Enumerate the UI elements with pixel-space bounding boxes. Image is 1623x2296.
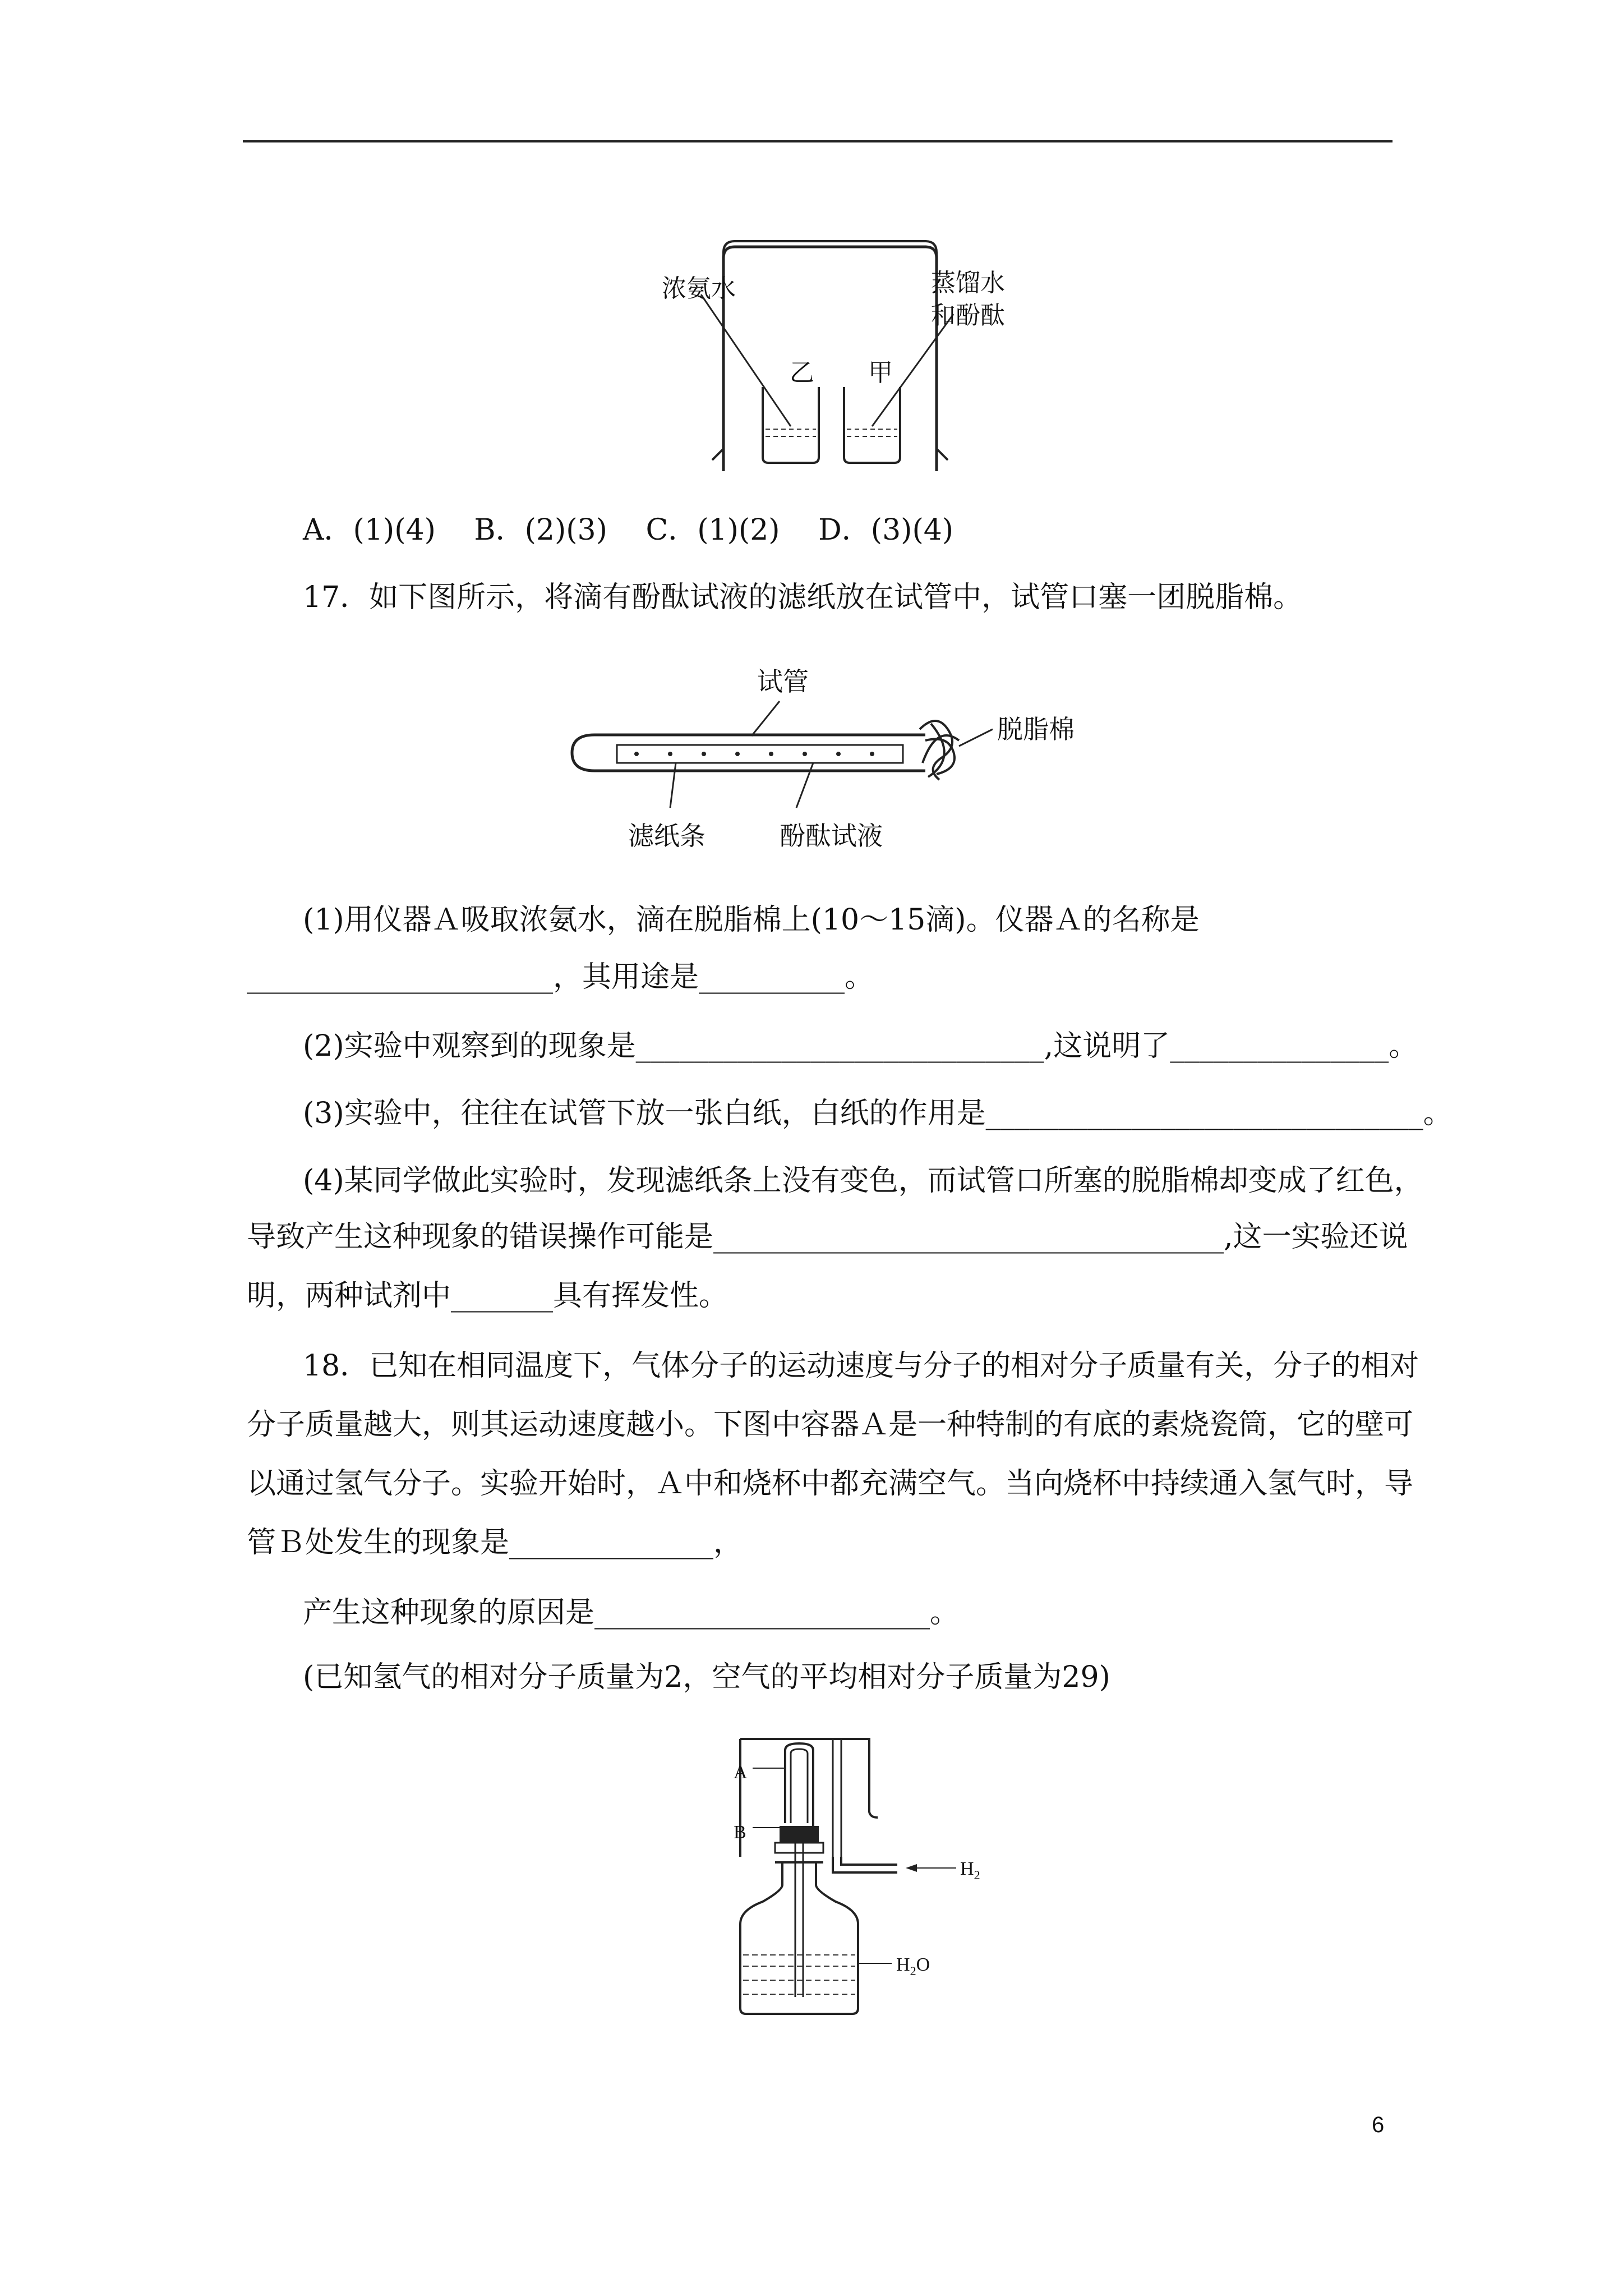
label-h2-inlet: $H_2$ — [960, 1858, 980, 1882]
q18-line2: 分子质量越大，则其运动速度越小。下图中容器Ａ是一种特制的有底的素烧瓷筒，它的壁可 — [247, 1408, 1414, 1442]
label-distilled-water: 蒸馏水 — [931, 269, 1005, 297]
q17-part1-line1: (1)用仪器Ａ吸取浓氨水，滴在脱脂棉上(10～15滴)。仪器Ａ的名称是 — [303, 903, 1200, 937]
q17-part1-line2: _____________________，其用途是__________。 — [247, 960, 874, 994]
label-phenol-solution: 酚酞试液 — [780, 821, 883, 851]
test-tube-figure — [566, 690, 1004, 813]
q18-line6: (已知氢气的相对分子质量为2，空气的平均相对分子质量为29) — [303, 1660, 1110, 1694]
page-number: 6 — [1372, 2113, 1385, 2137]
q18-line3: 以通过氢气分子。实验开始时，Ａ中和烧杯中都充满空气。当向烧杯中持续通入氢气时，导 — [247, 1467, 1414, 1501]
q17-part3: (3)实验中，往往在试管下放一张白纸，白纸的作用是______________________________。 — [303, 1097, 1453, 1130]
label-beaker-yi: 乙 — [790, 358, 814, 387]
q16-options: A．(1)(4) B．(2)(3) C．(1)(2) D．(3)(4) — [303, 513, 954, 547]
q18-line4: 管Ｂ处发生的现象是______________， — [247, 1526, 743, 1559]
q18-line5: 产生这种现象的原因是_______________________。 — [303, 1596, 960, 1630]
q17-part2: (2)实验中观察到的现象是____________________________,这说明了_______________。 — [303, 1029, 1418, 1063]
label-phenolphthalein: 和酚酞 — [931, 301, 1005, 330]
label-container-a: A — [734, 1762, 748, 1783]
porous-cup-apparatus-figure — [723, 1733, 993, 2019]
label-tube-b: B — [734, 1822, 746, 1843]
q17-stem: 17．如下图所示，将滴有酚酞试液的滤纸放在试管中，试管口塞一团脱脂棉。 — [303, 581, 1303, 614]
header-rule — [243, 140, 1393, 142]
q17-part4-line1: (4)某同学做此实验时，发现滤纸条上没有变色，而试管口所塞的脱脂棉却变成了红色， — [303, 1164, 1423, 1198]
label-test-tube: 试管 — [757, 666, 809, 697]
q17-part4-line3: 明，两种试剂中_______具有挥发性。 — [247, 1279, 728, 1313]
label-filter-paper: 滤纸条 — [628, 821, 706, 851]
q17-part4-line2: 导致产生这种现象的错误操作可能是___________________________________,这一实验还说 — [247, 1220, 1408, 1254]
label-conc-ammonia: 浓氨水 — [662, 274, 736, 303]
label-beaker-jia: 甲 — [868, 358, 893, 387]
label-water: $H_2O$ — [896, 1954, 930, 1978]
label-cotton: 脱脂棉 — [997, 714, 1075, 744]
q18-line1: 18．已知在相同温度下，气体分子的运动速度与分子的相对分子质量有关，分子的相对 — [303, 1349, 1419, 1383]
